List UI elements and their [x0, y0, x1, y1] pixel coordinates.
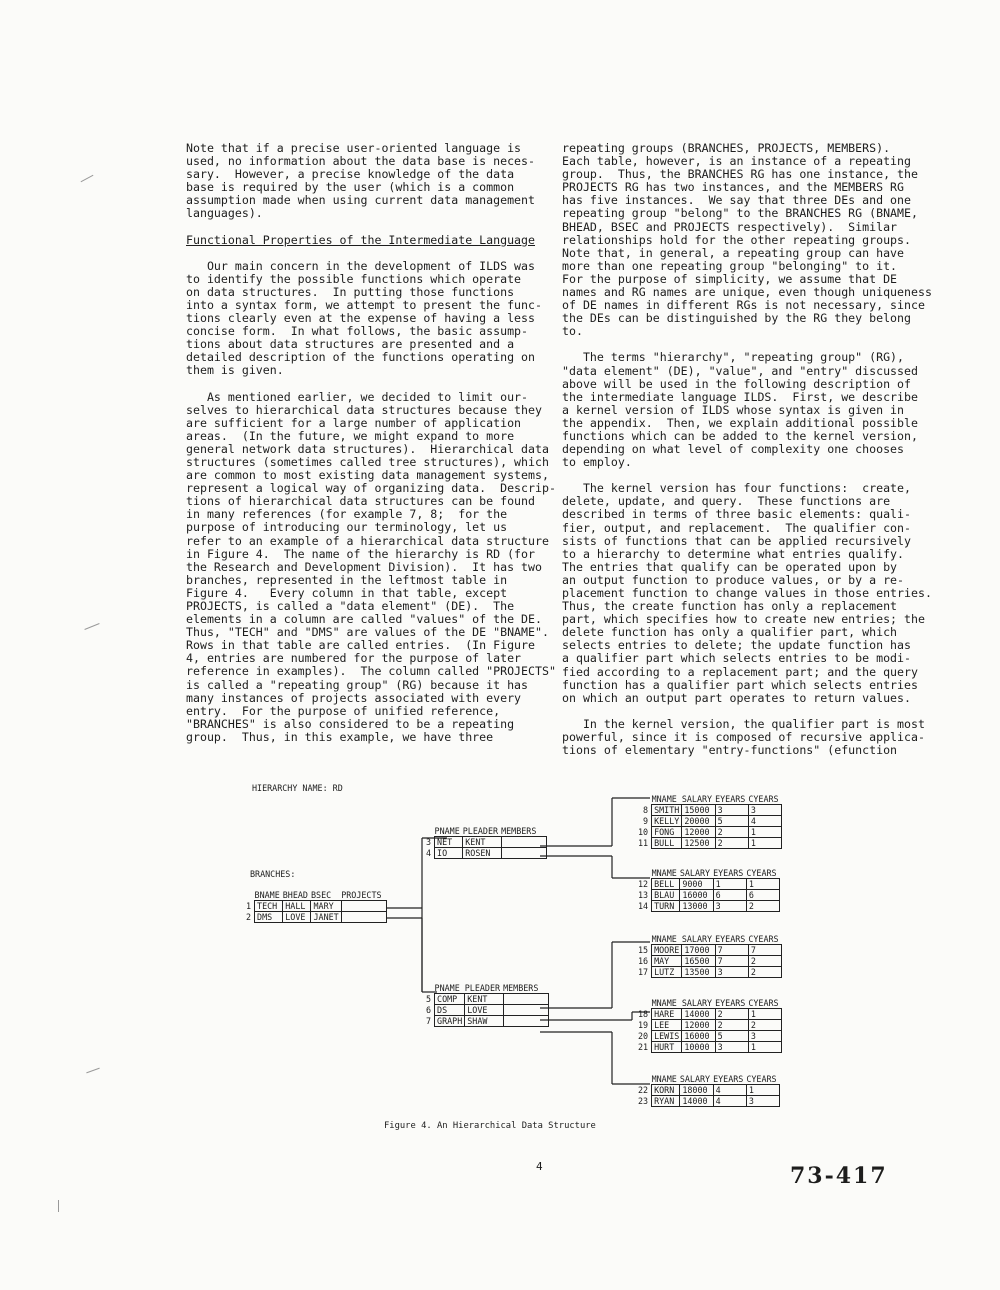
member-cell: 16500 — [682, 956, 715, 967]
text-line: described in terms of three basic elements: quali- — [562, 507, 912, 522]
member-cell: 1 — [746, 1085, 779, 1096]
text-line: the appendix. Then, we explain additional possible — [562, 415, 918, 430]
text-line: more than one repeating group "belonging" to it. — [562, 258, 898, 273]
entry-number: 23 — [638, 1096, 649, 1106]
member-cell: HARE — [652, 1009, 682, 1020]
text-line: repeating groups (BRANCHES, PROJECTS, MEMBERS). — [562, 141, 891, 155]
column-header: EYEARS — [715, 998, 748, 1009]
member-cell: 2 — [715, 1009, 748, 1020]
branch-cell: LOVE — [283, 912, 311, 923]
project-cell: ROSEN — [463, 848, 501, 859]
text-line: The entries that qualify can be operated upon by — [562, 559, 898, 574]
page-number: 4 — [536, 1160, 543, 1173]
member-cell: 1 — [713, 879, 746, 890]
paragraph-gap — [186, 378, 546, 391]
column-header: MNAME — [652, 1074, 680, 1085]
entry-number: 5 — [426, 994, 432, 1004]
table-row — [424, 1016, 548, 1027]
text-line: to employ. — [562, 455, 632, 470]
project-cell: SHAW — [465, 1016, 503, 1027]
pointer-cell — [501, 848, 546, 859]
text-line: tions clearly even at the expense of having a less — [186, 311, 536, 326]
table-row — [244, 901, 386, 912]
table-row — [636, 956, 782, 967]
text-line: above will be used in the following description of — [562, 376, 912, 391]
project-cell: NET — [435, 837, 463, 848]
column-header: SALARY — [680, 868, 713, 879]
member-cell: 14000 — [682, 1009, 715, 1020]
text-line: the DEs can be distinguished by the RG they belong — [562, 311, 912, 326]
pointer-cell — [503, 994, 548, 1005]
member-cell: 3 — [715, 805, 748, 816]
member-cell: HURT — [652, 1042, 682, 1053]
branches-label: BRANCHES: — [250, 869, 296, 879]
text-line: in many references (for example 7, 8; for the — [186, 507, 508, 522]
table-row — [636, 1031, 782, 1042]
member-cell: BELL — [652, 879, 680, 890]
entry-number: 15 — [638, 945, 649, 955]
column-header: MEMBERS — [501, 826, 546, 837]
member-cell: 12000 — [682, 827, 715, 838]
text-line: of DE names in different RGs is not necessary, since — [562, 298, 925, 313]
member-cell: 6 — [746, 890, 779, 901]
member-cell: LUTZ — [652, 967, 682, 978]
text-line: elements in a column are called "values" of the DE. — [186, 612, 542, 627]
member-cell: 2 — [715, 827, 748, 838]
entry-number: 8 — [643, 805, 649, 815]
table-row — [636, 816, 782, 827]
text-line: 4, entries are numbered for the purpose of later — [186, 651, 522, 666]
text-line: sary. However, a precise knowledge of the data — [186, 167, 515, 182]
pointer-cell — [503, 1005, 548, 1016]
table-row — [636, 805, 782, 816]
column-header: CYEARS — [748, 934, 781, 945]
text-line: a kernel version of ILDS whose syntax is given in — [562, 402, 905, 417]
column-header: EYEARS — [713, 868, 746, 879]
branch-cell: HALL — [283, 901, 311, 912]
paragraph-gap — [186, 247, 546, 260]
text-line: function has a qualifier part which selects entries — [562, 677, 918, 692]
text-line: depending on what level of complexity one chooses — [562, 442, 905, 457]
column-header: MNAME — [652, 868, 680, 879]
member-cell: 1 — [748, 1042, 781, 1053]
text-line: selves to hierarchical data structures because they — [186, 402, 542, 417]
document-number: 73-417 — [790, 1163, 888, 1189]
text-line: on data structures. In putting those functions — [186, 284, 515, 299]
member-cell: 18000 — [680, 1085, 713, 1096]
text-line: delete, update, and query. These functions are — [562, 494, 891, 509]
member-cell: 4 — [748, 816, 781, 827]
projects-table — [424, 983, 549, 1027]
column-header: MNAME — [652, 794, 682, 805]
scan-mark — [58, 1200, 59, 1212]
text-line: Thus, the create function has only a replacement — [562, 599, 898, 614]
entry-number: 1 — [246, 901, 252, 911]
column-header: BSEC — [311, 890, 341, 901]
scan-mark — [86, 1068, 99, 1074]
entry-number: 7 — [426, 1016, 432, 1026]
column-header: PLEADER — [465, 983, 503, 994]
entry-number: 6 — [426, 1005, 432, 1015]
text-line: branches, represented in the leftmost table in — [186, 572, 508, 587]
entry-number: 16 — [638, 956, 649, 966]
member-cell: 7 — [748, 945, 781, 956]
text-line: tions of hierarchical data structures can be found — [186, 494, 536, 509]
member-cell: 13500 — [682, 967, 715, 978]
entry-number: 20 — [638, 1031, 649, 1041]
member-cell: KELLY — [652, 816, 682, 827]
column-header: SALARY — [682, 794, 715, 805]
branch-cell: TECH — [255, 901, 283, 912]
member-cell: 14000 — [680, 1096, 713, 1107]
column-header: EYEARS — [715, 794, 748, 805]
project-cell: LOVE — [465, 1005, 503, 1016]
column-header: EYEARS — [715, 934, 748, 945]
text-line: functions which can be added to the kernel version, — [562, 428, 918, 443]
table-row — [636, 1009, 782, 1020]
text-line: tions of elementary "entry-functions" (efunction — [562, 743, 898, 758]
member-cell: TURN — [652, 901, 680, 912]
text-line: In the kernel version, the qualifier part is most — [562, 716, 925, 731]
table-row — [636, 1020, 782, 1031]
entry-number: 3 — [426, 837, 432, 847]
entry-number: 11 — [638, 838, 649, 848]
members-table — [636, 1074, 780, 1107]
column-header: PLEADER — [463, 826, 501, 837]
branch-cell: JANET — [311, 912, 341, 923]
entry-number: 18 — [638, 1009, 649, 1019]
row-number-header — [424, 983, 435, 994]
project-cell: COMP — [435, 994, 465, 1005]
column-header: CYEARS — [748, 998, 781, 1009]
entry-number: 9 — [643, 816, 649, 826]
text-line: repeating group "belong" to the BRANCHES RG (BNAME, — [562, 206, 918, 221]
member-cell: 1 — [748, 838, 781, 849]
member-cell: FONG — [652, 827, 682, 838]
member-cell: LEE — [652, 1020, 682, 1031]
member-cell: 2 — [715, 1020, 748, 1031]
pointer-cell — [341, 912, 386, 923]
text-line: has five instances. We say that three DEs and one — [562, 193, 912, 208]
member-cell: BLAU — [652, 890, 680, 901]
table-row — [636, 1042, 782, 1053]
member-cell: 9000 — [680, 879, 713, 890]
member-cell: 1 — [746, 879, 779, 890]
column-header: CYEARS — [748, 794, 781, 805]
member-cell: 2 — [746, 901, 779, 912]
text-line: PROJECTS, is called a "data element" (DE). The — [186, 599, 515, 613]
paragraph-gap — [186, 221, 546, 234]
member-cell: 7 — [715, 945, 748, 956]
table-row — [636, 945, 782, 956]
text-line: an output function to produce values, or by a re- — [562, 572, 905, 587]
table-row — [636, 967, 782, 978]
member-cell: BULL — [652, 838, 682, 849]
figure-caption: Figure 4. An Hierarchical Data Structure — [384, 1121, 596, 1131]
text-line: into a syntax form, we attempt to present the func- — [186, 297, 542, 312]
text-line: sists of functions that can be applied recursively — [562, 533, 912, 548]
entry-number: 13 — [638, 890, 649, 900]
text-line: refer to an example of a hierarchical data structure — [186, 533, 549, 548]
text-line: to identify the possible functions which operate — [186, 271, 522, 286]
text-line: group. Thus, in this example, we have three — [186, 729, 494, 744]
text-line: are common to most existing data management systems, — [186, 468, 549, 483]
text-line: detailed description of the functions operating on — [186, 350, 536, 365]
member-cell: 13000 — [680, 901, 713, 912]
text-line: delete function has only a qualifier part, which — [562, 625, 898, 640]
members-table — [636, 998, 782, 1053]
text-line: names and RG names are unique, even though uniqueness — [562, 285, 932, 300]
text-line: PROJECTS RG has two instances, and the MEMBERS RG — [562, 180, 905, 195]
column-header: EYEARS — [713, 1074, 746, 1085]
column-header: SALARY — [682, 934, 715, 945]
text-line: a qualifier part which selects entries to be modi- — [562, 651, 912, 666]
member-cell: 2 — [715, 838, 748, 849]
column-header: BHEAD — [283, 890, 311, 901]
member-cell: 12000 — [682, 1020, 715, 1031]
pointer-cell — [503, 1016, 548, 1027]
row-number-header — [636, 868, 652, 879]
member-cell: 2 — [748, 956, 781, 967]
member-cell: 3 — [746, 1096, 779, 1107]
column-header: PNAME — [435, 826, 463, 837]
column-header: CYEARS — [746, 1074, 779, 1085]
entry-number: 12 — [638, 879, 649, 889]
column-header: SALARY — [680, 1074, 713, 1085]
member-cell: 2 — [748, 1020, 781, 1031]
text-line: group. Thus, the BRANCHES RG has one instance, the — [562, 167, 918, 182]
text-line: Figure 4. Every column in that table, except — [186, 585, 508, 600]
member-cell: 12500 — [682, 838, 715, 849]
member-cell: 3 — [713, 901, 746, 912]
text-line: on which an output part operates to return values. — [562, 690, 912, 705]
table-row — [424, 848, 546, 859]
member-cell: 16000 — [680, 890, 713, 901]
text-line: fied according to a replacement part; and the query — [562, 664, 918, 679]
scan-mark — [84, 623, 99, 630]
table-row — [636, 1085, 780, 1096]
text-line: As mentioned earlier, we decided to limit our- — [186, 389, 529, 404]
table-row — [636, 1096, 780, 1107]
table-row — [636, 838, 782, 849]
member-cell: MAY — [652, 956, 682, 967]
entry-number: 14 — [638, 901, 649, 911]
text-line: the intermediate language ILDS. First, we describe — [562, 389, 918, 404]
members-table — [636, 934, 782, 978]
member-cell: 5 — [715, 816, 748, 827]
row-number-header — [424, 826, 435, 837]
text-line: in Figure 4. The name of the hierarchy is RD (for — [186, 546, 536, 561]
text-line: Each table, however, is an instance of a repeating — [562, 154, 912, 169]
member-cell: RYAN — [652, 1096, 680, 1107]
project-cell: IO — [435, 848, 463, 859]
member-cell: 2 — [748, 967, 781, 978]
text-line: base is required by the user (which is a common — [186, 180, 515, 195]
text-line: structures (sometimes called tree structures), which — [186, 454, 549, 469]
project-cell: DS — [435, 1005, 465, 1016]
member-cell: 3 — [748, 805, 781, 816]
text-line: BHEAD, BSEC and PROJECTS respectively). Similar — [562, 219, 898, 234]
row-number-header — [244, 890, 255, 901]
table-row — [636, 827, 782, 838]
table-row — [244, 912, 386, 923]
project-cell: KENT — [465, 994, 503, 1005]
text-line: many instances of projects associated with every — [186, 690, 522, 705]
left-column — [186, 141, 556, 744]
text-line: them is given. — [186, 363, 284, 378]
member-cell: 4 — [713, 1085, 746, 1096]
member-cell: 4 — [713, 1096, 746, 1107]
right-column — [562, 142, 934, 757]
member-cell: 10000 — [682, 1042, 715, 1053]
row-number-header — [636, 934, 652, 945]
member-cell: KORN — [652, 1085, 680, 1096]
project-cell: KENT — [463, 837, 501, 848]
text-line: to. — [562, 324, 583, 339]
column-header: MEMBERS — [503, 983, 548, 994]
member-cell: 17000 — [682, 945, 715, 956]
text-line: the Research and Development Division). It has two — [186, 559, 542, 574]
column-header: SALARY — [682, 998, 715, 1009]
text-line: assumption made when using current data management — [186, 193, 536, 208]
text-line: represent a logical way of organizing data. Descrip- — [186, 481, 556, 496]
row-number-header — [636, 1074, 652, 1085]
entry-number: 10 — [638, 827, 649, 837]
member-cell: SMITH — [652, 805, 682, 816]
column-header: MNAME — [652, 998, 682, 1009]
branch-cell: DMS — [255, 912, 283, 923]
members-table — [636, 868, 780, 912]
text-line: used, no information about the data base is neces- — [186, 154, 536, 169]
text-line: general network data structures). Hierarchical data — [186, 441, 549, 456]
text-line: to a hierarchy to determine what entries qualify. — [562, 546, 905, 561]
text-line: is called a "repeating group" (RG) because it has — [186, 677, 529, 692]
text-line: The kernel version has four functions: create, — [562, 481, 912, 496]
text-line: Note that if a precise user-oriented language is — [186, 141, 522, 155]
table-row — [424, 1005, 548, 1016]
scan-mark — [81, 175, 94, 182]
text-line: selects entries to delete; the update function has — [562, 638, 912, 653]
member-cell: LEWIS — [652, 1031, 682, 1042]
branches-table — [244, 890, 387, 923]
text-line: The terms "hierarchy", "repeating group" (RG), — [562, 350, 905, 365]
member-cell: 6 — [713, 890, 746, 901]
text-line: "BRANCHES" is also considered to be a repeating — [186, 716, 515, 731]
row-number-header — [636, 794, 652, 805]
column-header: MNAME — [652, 934, 682, 945]
entry-number: 22 — [638, 1085, 649, 1095]
text-line: part, which specifies how to create new entries; the — [562, 612, 925, 627]
text-line: fier, output, and replacement. The qualifier con- — [562, 520, 912, 535]
table-row — [636, 901, 780, 912]
member-cell: 16000 — [682, 1031, 715, 1042]
project-cell: GRAPH — [435, 1016, 465, 1027]
member-cell: 1 — [748, 1009, 781, 1020]
pointer-cell — [341, 901, 386, 912]
text-line: concise form. In what follows, the basic assump- — [186, 324, 529, 339]
branch-cell: MARY — [311, 901, 341, 912]
table-row — [424, 837, 546, 848]
member-cell: 3 — [715, 1042, 748, 1053]
section-heading: Functional Properties of the Intermediate Language — [186, 232, 536, 247]
figure-hierarchical-data-structure — [240, 780, 820, 1120]
member-cell: 3 — [748, 1031, 781, 1042]
member-cell: 5 — [715, 1031, 748, 1042]
projects-table — [424, 826, 547, 859]
text-line: areas. (In the future, we might expand to more — [186, 428, 515, 443]
text-line: placement function to change values in those entries. — [562, 586, 932, 600]
entry-number: 19 — [638, 1020, 649, 1030]
text-line: reference in examples). The column called "PROJECTS" — [186, 664, 556, 679]
text-line: For the purpose of simplicity, we assume that DE — [562, 271, 898, 286]
hierarchy-name-label: HIERARCHY NAME: RD — [252, 783, 343, 793]
text-line: Note that, in general, a repeating group can have — [562, 245, 905, 260]
entry-number: 17 — [638, 967, 649, 977]
column-header: PNAME — [435, 983, 465, 994]
column-header: CYEARS — [746, 868, 779, 879]
text-line: purpose of introducing our terminology, let us — [186, 520, 508, 535]
member-cell: MOORE — [652, 945, 682, 956]
paragraph-gap — [562, 705, 934, 718]
text-line: Rows in that table are called entries. (In Figure — [186, 638, 536, 653]
member-cell: 3 — [715, 967, 748, 978]
column-header: PROJECTS — [341, 890, 386, 901]
text-line: tions about data structures are presented and a — [186, 337, 515, 352]
entry-number: 2 — [246, 912, 252, 922]
text-line: powerful, since it is composed of recursive applica- — [562, 729, 925, 744]
text-line: languages). — [186, 206, 263, 221]
pointer-cell — [501, 837, 546, 848]
table-row — [424, 994, 548, 1005]
text-line: entry. For the purpose of unified reference, — [186, 703, 501, 718]
member-cell: 1 — [748, 827, 781, 838]
text-line: relationships hold for the other repeating groups. — [562, 232, 912, 247]
member-cell: 20000 — [682, 816, 715, 827]
entry-number: 21 — [638, 1042, 649, 1052]
entry-number: 4 — [426, 848, 432, 858]
row-number-header — [636, 998, 652, 1009]
table-row — [636, 890, 780, 901]
members-table — [636, 794, 782, 849]
member-cell: 7 — [715, 956, 748, 967]
text-line: Thus, "TECH" and "DMS" are values of the DE "BNAME". — [186, 625, 549, 640]
text-line: Our main concern in the development of ILDS was — [186, 258, 536, 273]
member-cell: 15000 — [682, 805, 715, 816]
text-line: "data element" (DE), "value", and "entry" discussed — [562, 363, 918, 378]
text-line: are sufficient for a large number of application — [186, 415, 522, 430]
column-header: BNAME — [255, 890, 283, 901]
table-row — [636, 879, 780, 890]
